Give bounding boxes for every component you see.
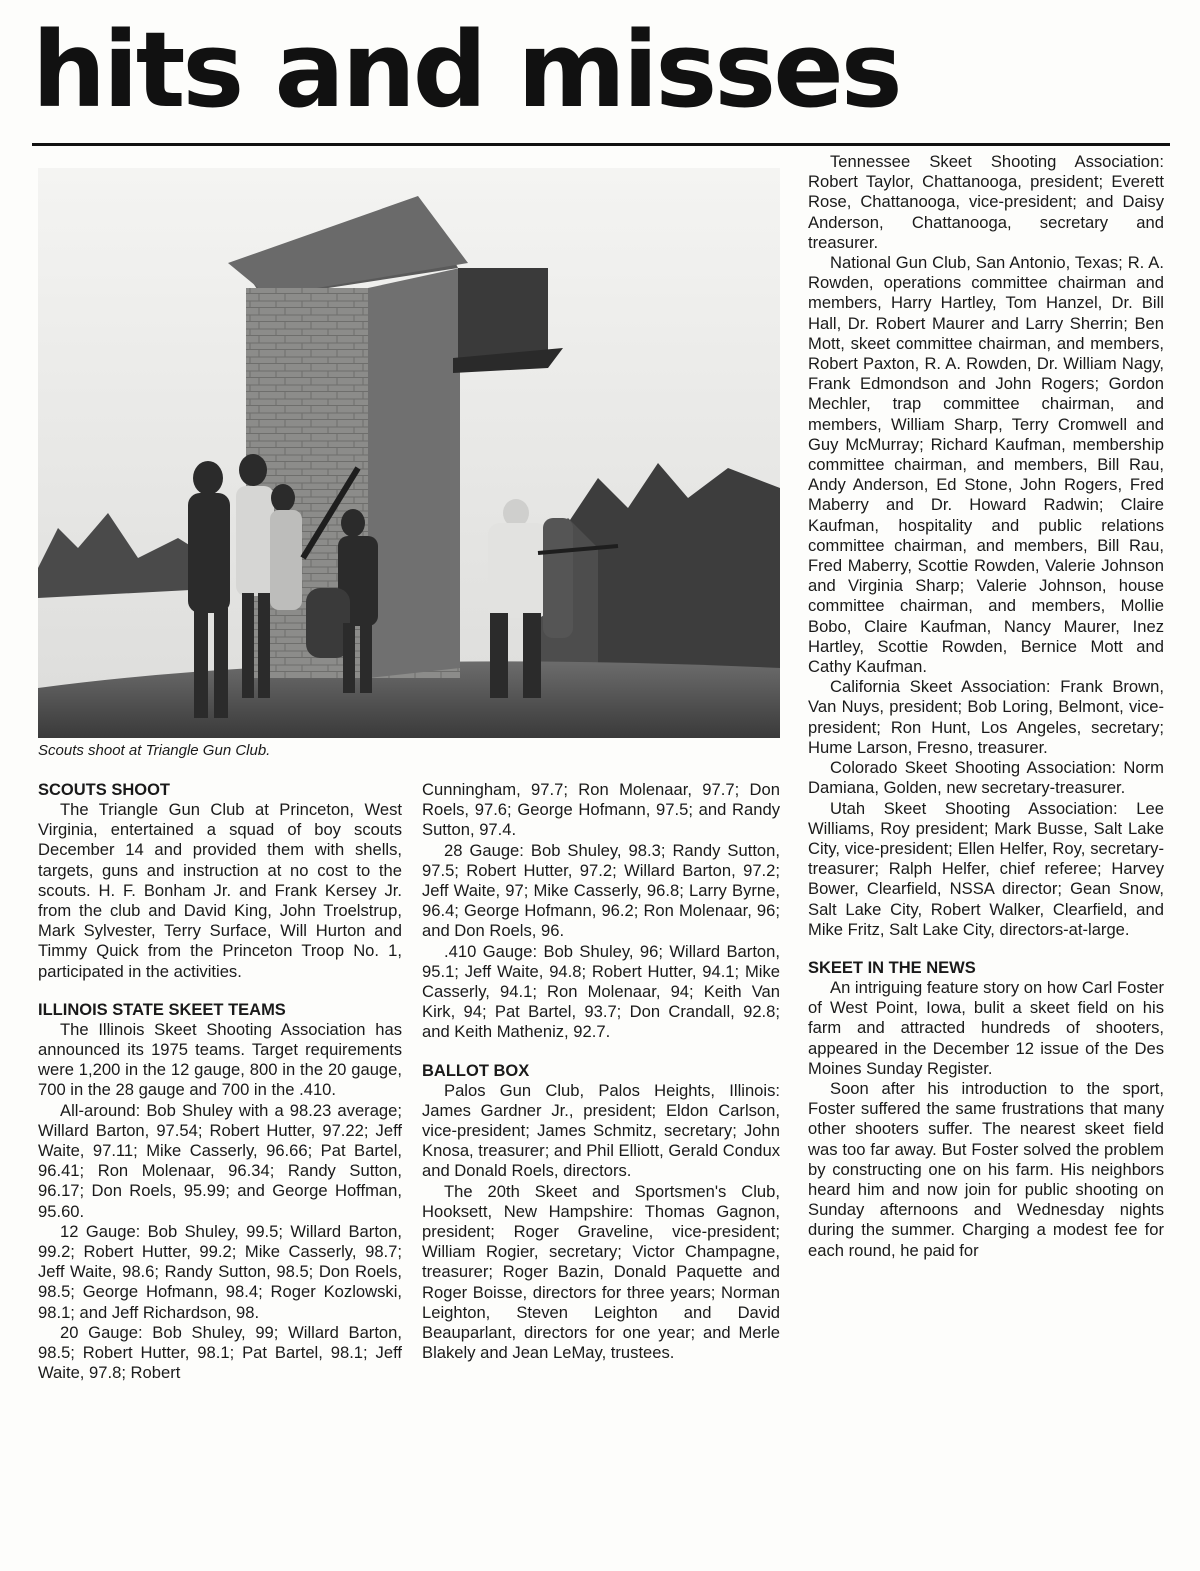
column-3 — [808, 152, 1164, 1261]
column-1 — [38, 780, 402, 1383]
paragraph: California Skeet Association: Frank Brown, Van Nuys, president; Bob Loring, Belmont, vice-president; Ron Hunt, Los Angeles, secretary; Hume Larson, Fresno, treasurer. — [808, 677, 1164, 757]
paragraph: All-around: Bob Shuley with a 98.23 average; Willard Barton, 97.54; Robert Hutter, 97.22; Jeff Waite, 97.11; Mike Casserly, 96.66; Pat Bartel, 96.41; Ron Molenaar, 96.34; Randy Sutton, 96.17; Don Roels, 95.99; and George Hoffman, 95.60. — [38, 1100, 402, 1221]
paragraph: .410 Gauge: Bob Shuley, 96; Willard Barton, 95.1; Jeff Waite, 94.8; Robert Hutter, 94.1; Mike Casserly, 94.1; Ron Molenaar, 94; Keith Van Kirk, 94; Pat Bartel, 93.7; Don Crandall, 92.8; and Keith Matheniz, 92.7. — [422, 941, 780, 1042]
scouts-photo — [38, 168, 780, 738]
paragraph: 28 Gauge: Bob Shuley, 98.3; Randy Sutton, 97.5; Robert Hutter, 97.2; Willard Barton, 97.2; Jeff Waite, 97; Mike Casserly, 96.8; Larry Byrne, 96.4; George Hofmann, 96.2; Ron Molenaar, 96; and Don Roels, 96. — [422, 840, 780, 941]
paragraph: The Triangle Gun Club at Princeton, West Virginia, entertained a squad of boy scouts December 14 and provided them with shells, targets, guns and instruction at no cost to the scouts. H. F. Bonham Jr. and Frank Kersey Jr. from the club and David King, John Troelstrup, Mark Sylvester, Terry Surface, Will Hurton and Timmy Quick from the Princeton Troop No. 1, participated in the activities. — [38, 800, 402, 981]
paragraph: Cunningham, 97.7; Ron Molenaar, 97.7; Don Roels, 97.6; George Hofmann, 97.5; and Randy Sutton, 97.4. — [422, 780, 780, 840]
section-heading-ballot-box: BALLOT BOX — [422, 1061, 530, 1080]
paragraph: Palos Gun Club, Palos Heights, Illinois: James Gardner Jr., president; Eldon Carlson, vice-president; James Schmitz, secretary; John Knosa, treasurer; and Phil Elliott, Gerald Condux and Donald Roels, directors. — [422, 1080, 780, 1181]
masthead-rule — [32, 143, 1170, 146]
paragraph: Soon after his introduction to the sport, Foster suffered the same frustrations that many other shooters suffer. The nearest skeet field was too far away. But Foster solved the problem by constructing one on his farm. His neighbors heard him and now join for public shooting on Sunday afternoons and Wednesday nights during the summer. Charging a modest fee for each round, he paid for — [808, 1078, 1164, 1260]
column-2 — [422, 780, 780, 1363]
photo-caption: Scouts shoot at Triangle Gun Club. — [38, 742, 271, 759]
section-heading-skeet-in-the-news: SKEET IN THE NEWS — [808, 958, 976, 977]
paragraph: 20 Gauge: Bob Shuley, 99; Willard Barton, 98.5; Robert Hutter, 98.1; Pat Bartel, 98.1; Jeff Waite, 97.8; Robert — [38, 1322, 402, 1383]
paragraph: An intriguing feature story on how Carl Foster of West Point, Iowa, bulit a skeet field on his farm and attracted hundreds of shooters, appeared in the December 12 issue of the Des Moines Sunday Register. — [808, 977, 1164, 1078]
paragraph: Tennessee Skeet Shooting Association: Robert Taylor, Chattanooga, president; Everett Rose, Chattanooga, vice-president; and Daisy Anderson, Chattanooga, secretary and treasurer. — [808, 152, 1164, 252]
paragraph: The 20th Skeet and Sportsmen's Club, Hooksett, New Hampshire: Thomas Gagnon, president; Roger Graveline, vice-president; William Rogier, secretary; Victor Champagne, treasurer; Roger Bazin, Donald Paquette and Roger Boisse, directors for three years; Norman Leighton, Steven Leighton and David Beauparlant, directors for one year; and Merle Blakely and Jean LeMay, trustees. — [422, 1181, 780, 1363]
paragraph: The Illinois Skeet Shooting Association has announced its 1975 teams. Target requirements were 1,200 in the 12 gauge, 800 in the 20 gauge, 700 in the 28 gauge and 700 in the .410. — [38, 1019, 402, 1100]
paragraph: Colorado Skeet Shooting Association: Norm Damiana, Golden, new secretary-treasurer. — [808, 758, 1164, 798]
masthead-title: hits and misses — [32, 9, 900, 131]
paragraph: National Gun Club, San Antonio, Texas; R. A. Rowden, operations committee chairman and members, Harry Hartley, Tom Hanzel, Dr. Bill Hall, Dr. Robert Maurer and Larry Sherrin; Ben Mott, skeet committee chairman, and members, Robert Paxton, R. A. Rowden, Dr. William Nagy, Frank Edmondson and John Rogers; Gordon Mechler, trap committee chairman, and members, William Sharp, Terry Cromwell and Guy McMurray; Richard Kaufman, membership committee chairman, and members, Bill Rau, Andy Anderson, Ed Stone, John Rogers, Fred Maberry and Dr. Howard Radwin; Claire Kaufman, hospitality and public relations committee chairman, and members, Bill Rau, Fred Maberry, Scottie Rowden, Valerie Johnson and Virginia Sharp; Valerie Johnson, house committee chairman, and members, Mollie Bobo, Claire Kaufman, Nancy Maurer, Inez Hartley, Scottie Rowden, Bernice Mott and Cathy Kaufman. — [808, 253, 1164, 677]
section-heading-scouts-shoot: SCOUTS SHOOT — [38, 781, 171, 799]
section-heading-illinois-teams: ILLINOIS STATE SKEET TEAMS — [38, 1000, 286, 1019]
paragraph: Utah Skeet Shooting Association: Lee Williams, Roy president; Mark Busse, Salt Lake City, vice-president; Ellen Helfer, Roy, secretary-treasurer; Ralph Helfer, chief referee; Harvey Bower, Clearfield, NSSA director; Gean Snow, Salt Lake City, Robert Walker, Clearfield, and Mike Fritz, Salt Lake City, directors-at-large. — [808, 798, 1164, 939]
paragraph: 12 Gauge: Bob Shuley, 99.5; Willard Barton, 99.2; Robert Hutter, 99.2; Mike Casserly, 98.7; Jeff Waite, 98.6; Randy Sutton, 98.5; Don Roels, 98.5; George Hofmann, 98.4; Roger Kozlowski, 98.1; and Jeff Richardson, 98. — [38, 1221, 402, 1322]
